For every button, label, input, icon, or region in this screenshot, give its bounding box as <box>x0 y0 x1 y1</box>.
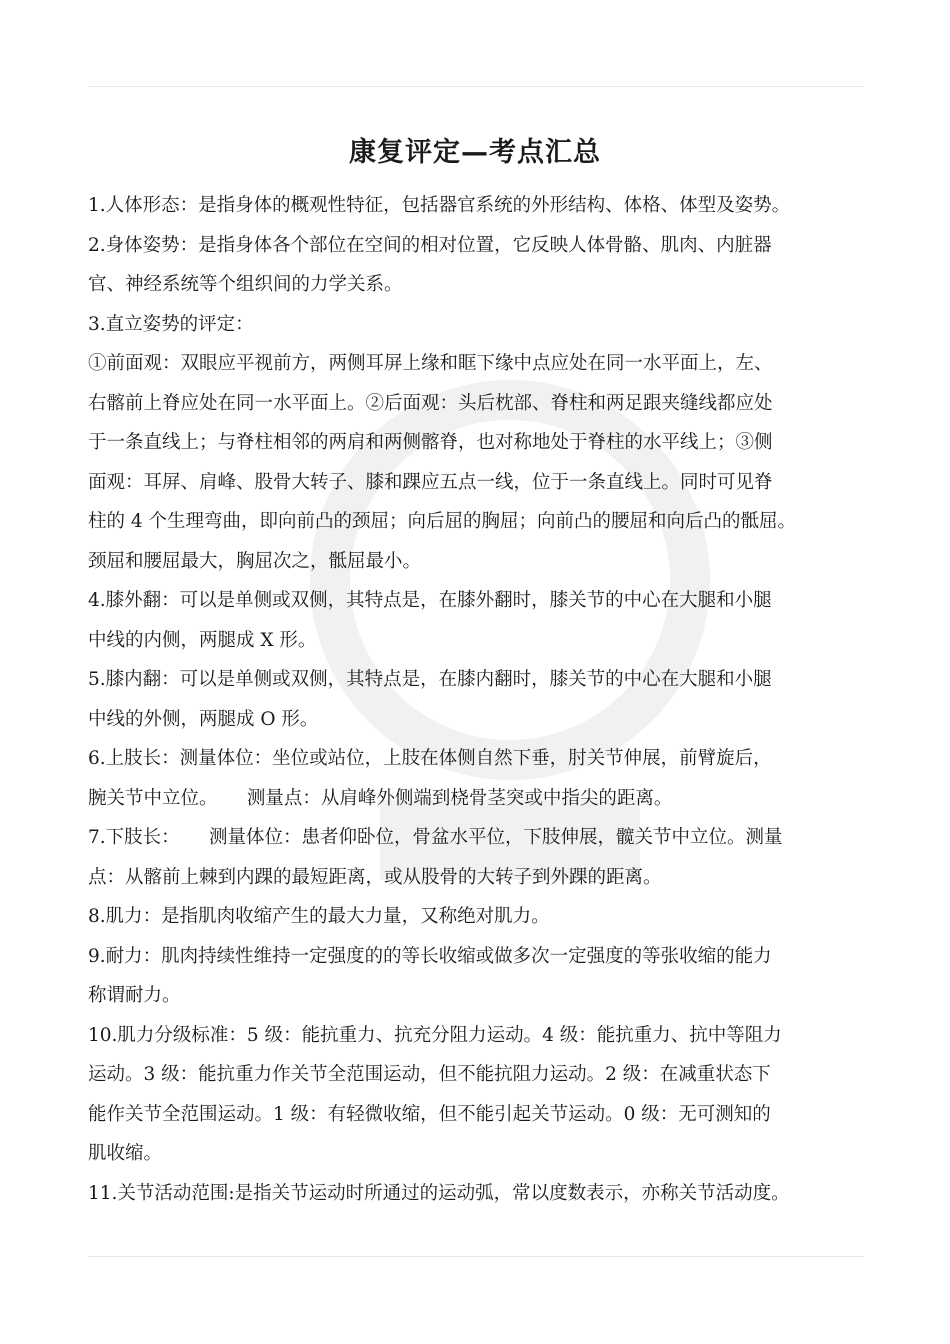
text-line: 称谓耐力。 <box>88 985 181 1006</box>
paragraph-2 <box>88 226 878 305</box>
text-line: 腕关节中立位。 测量点：从肩峰外侧端到桡骨茎突或中指尖的距离。 <box>88 787 673 809</box>
text-line: 2.身体姿势：是指身体各个部位在空间的相对位置，它反映人体骨骼、肌肉、内脏器 <box>88 234 772 256</box>
text-line: 运动。3 级：能抗重力作关节全范围运动，但不能抗阻力运动。2 级：在减重状态下 <box>88 1064 771 1085</box>
text-line: 10.肌力分级标准：5 级：能抗重力、抗充分阻力运动。4 级：能抗重力、抗中等阻力 <box>88 1024 782 1046</box>
paragraph-3-detail <box>88 344 878 581</box>
text-line: 面观：耳屏、肩峰、股骨大转子、膝和踝应五点一线，位于一条直线上。同时可见脊 <box>88 471 773 493</box>
text-line: 能作关节全范围运动。1 级：有轻微收缩，但不能引起关节运动。0 级：无可测知的 <box>88 1103 771 1125</box>
document-body <box>88 186 878 1213</box>
text-line: 肌收缩。 <box>88 1143 163 1164</box>
paragraph-8 <box>88 897 878 937</box>
text-line: 6.上肢长：测量体位：坐位或站位，上肢在体侧自然下垂，肘关节伸展，前臂旋后， <box>88 748 772 769</box>
document-title: 康复评定—考点汇总 <box>349 137 601 169</box>
paragraph-10 <box>88 1016 878 1174</box>
text-line: ①前面观：双眼应平视前方，两侧耳屏上缘和眶下缘中点应处在同一水平面上，左、 <box>88 353 773 374</box>
paragraph-3 <box>88 305 878 345</box>
header-divider <box>88 86 864 87</box>
paragraph-5 <box>88 660 878 739</box>
paragraph-9 <box>88 937 878 1016</box>
paragraph-1 <box>88 186 878 226</box>
text-line: 颈屈和腰屈最大，胸屈次之，骶屈最小。 <box>88 550 422 572</box>
text-line: 1.人体形态：是指身体的概观性特征，包括器官系统的外形结构、体格、体型及姿势。 <box>88 195 791 216</box>
footer-divider <box>88 1256 864 1257</box>
text-line: 7.下肢长： 测量体位：患者仰卧位，骨盆水平位，下肢伸展，髋关节中立位。测量 <box>88 827 783 848</box>
text-line: 官、神经系统等个组织间的力学关系。 <box>88 274 403 295</box>
text-line: 于一条直线上；与脊柱相邻的两肩和两侧髂脊，也对称地处于脊柱的水平线上；③侧 <box>88 432 773 453</box>
text-line: 3.直立姿势的评定： <box>88 313 254 335</box>
paragraph-7 <box>88 818 878 897</box>
text-line: 8.肌力：是指肌肉收缩产生的最大力量，又称绝对肌力。 <box>88 906 550 927</box>
paragraph-11 <box>88 1174 878 1214</box>
text-line: 点：从髂前上棘到内踝的最短距离，或从股骨的大转子到外踝的距离。 <box>88 866 662 888</box>
text-line: 中线的内侧，两腿成 X 形。 <box>88 629 317 651</box>
text-line: 5.膝内翻：可以是单侧或双侧，其特点是，在膝内翻时，膝关节的中心在大腿和小腿 <box>88 669 772 690</box>
text-line: 11.关节活动范围:是指关节运动时所通过的运动弧，常以度数表示，亦称关节活动度。 <box>88 1182 790 1204</box>
text-line: 中线的外侧，两腿成 O 形。 <box>88 708 319 730</box>
text-line: 右髂前上脊应处在同一水平面上。②后面观：头后枕部、脊柱和两足跟夹缝线都应处 <box>88 392 773 414</box>
text-line: 柱的 4 个生理弯曲，即向前凸的颈屈；向后屈的胸屈；向前凸的腰屈和向后凸的骶屈。 <box>88 511 797 532</box>
paragraph-6 <box>88 739 878 818</box>
paragraph-4 <box>88 581 878 660</box>
text-line: 9.耐力：肌肉持续性维持一定强度的的等长收缩或做多次一定强度的等张收缩的能力 <box>88 945 772 967</box>
text-line: 4.膝外翻：可以是单侧或双侧，其特点是，在膝外翻时，膝关节的中心在大腿和小腿 <box>88 590 772 611</box>
